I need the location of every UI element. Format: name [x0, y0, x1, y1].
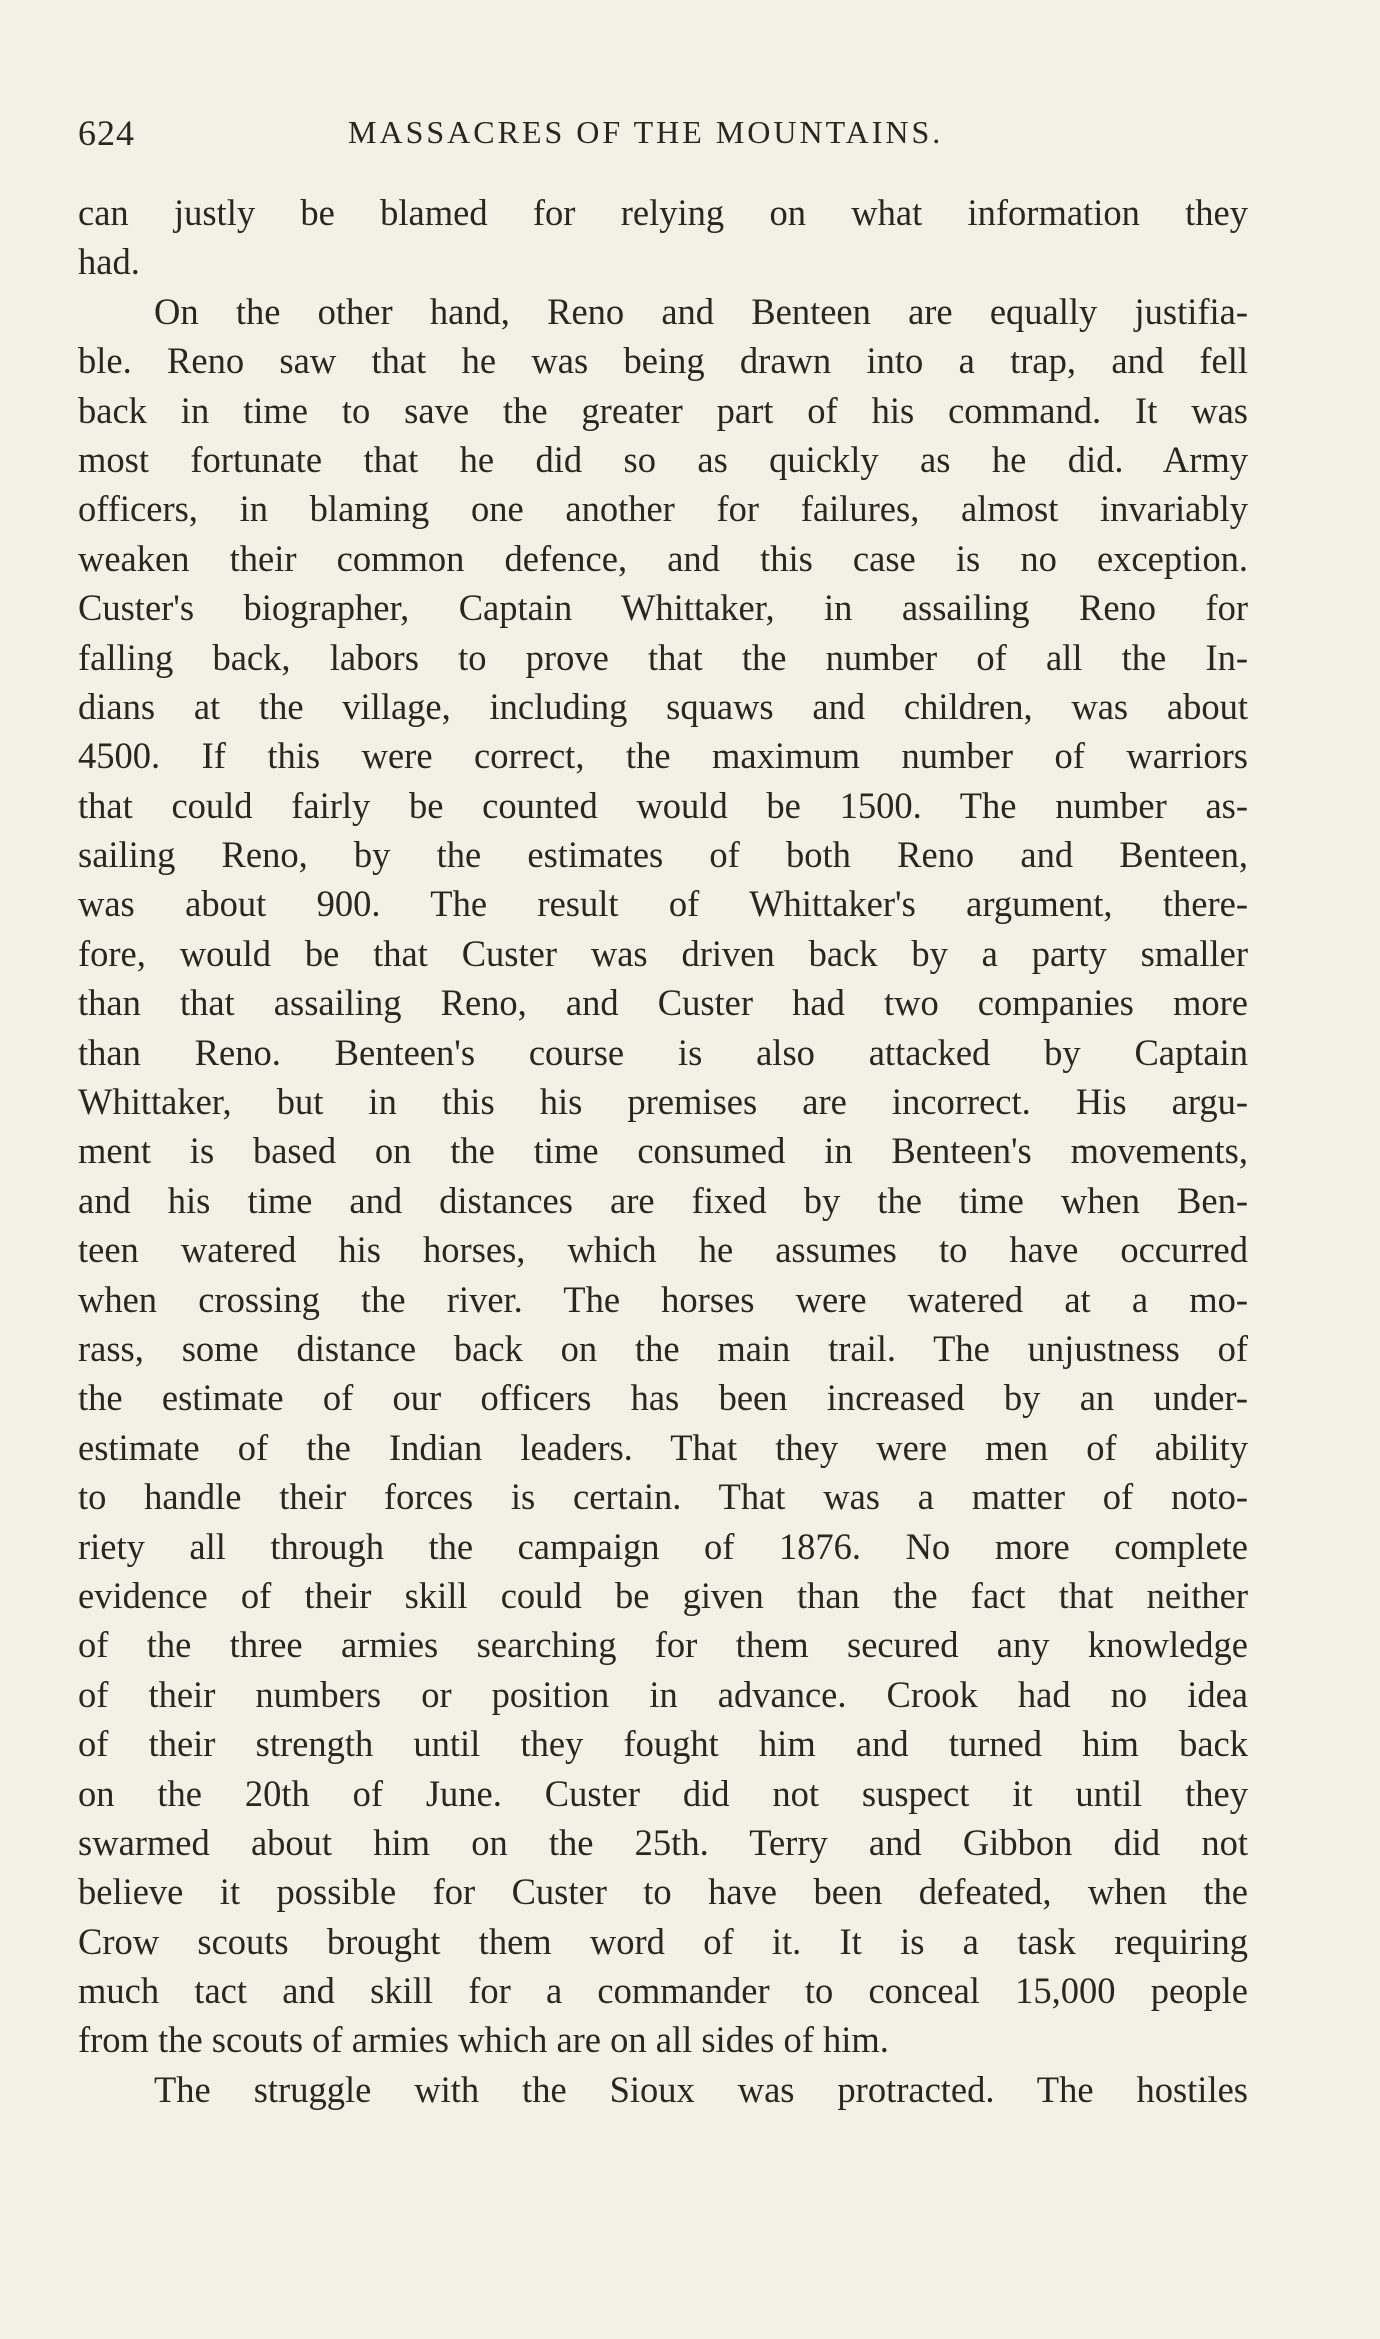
text-line: of the three armies searching for them secured any knowledge	[78, 1624, 1248, 1666]
text-line: officers, in blaming one another for failures, almost invariably	[78, 488, 1248, 530]
text-line: sailing Reno, by the estimates of both Reno and Benteen,	[78, 834, 1248, 876]
page-number: 624	[78, 113, 135, 153]
text-line: believe it possible for Custer to have been defeated, when the	[78, 1871, 1248, 1913]
text-line: 4500. If this were correct, the maximum number of warriors	[78, 735, 1248, 777]
text-line: estimate of the Indian leaders. That they were men of ability	[78, 1426, 1248, 1468]
text-line: weaken their common defence, and this case is no exception.	[78, 537, 1248, 579]
text-line: The struggle with the Sioux was protracted. The hostiles	[154, 2068, 1248, 2110]
text-line: when crossing the river. The horses were watered at a mo-	[78, 1278, 1248, 1320]
text-line: rass, some distance back on the main trail. The unjustness of	[78, 1327, 1248, 1369]
text-line: of their numbers or position in advance. Crook had no idea	[78, 1673, 1248, 1715]
text-line: back in time to save the greater part of his command. It was	[78, 389, 1248, 431]
text-line: Crow scouts brought them word of it. It is a task requiring	[78, 1920, 1248, 1962]
text-line: Whittaker, but in this his premises are incorrect. His argu-	[78, 1081, 1248, 1123]
text-line: and his time and distances are fixed by the time when Ben-	[78, 1179, 1248, 1221]
text-line: Custer's biographer, Captain Whittaker, in assailing Reno for	[78, 587, 1248, 629]
text-line: can justly be blamed for relying on what information they	[78, 192, 1248, 233]
text-line: On the other hand, Reno and Benteen are equally justifia-	[154, 290, 1248, 332]
text-line: ment is based on the time consumed in Benteen's movements,	[78, 1130, 1248, 1172]
page-header	[78, 112, 1238, 160]
text-line: dians at the village, including squaws and children, was about	[78, 685, 1248, 727]
text-line: ble. Reno saw that he was being drawn into a trap, and fell	[78, 340, 1248, 382]
body-text	[78, 188, 1248, 2114]
text-line: than Reno. Benteen's course is also attacked by Captain	[78, 1031, 1248, 1073]
text-line: from the scouts of armies which are on all sides of him.	[78, 2019, 889, 2061]
text-line: than that assailing Reno, and Custer had two companies more	[78, 982, 1248, 1024]
text-line: had.	[78, 241, 140, 283]
text-line: that could fairly be counted would be 1500. The number as-	[78, 784, 1248, 826]
text-line: to handle their forces is certain. That was a matter of noto-	[78, 1476, 1248, 1518]
text-line: much tact and skill for a commander to conceal 15,000 people	[78, 1970, 1248, 2012]
text-line: swarmed about him on the 25th. Terry and Gibbon did not	[78, 1821, 1248, 1863]
text-line: falling back, labors to prove that the number of all the In-	[78, 636, 1248, 678]
text-line: fore, would be that Custer was driven back by a party smaller	[78, 932, 1248, 974]
text-line: the estimate of our officers has been increased by an under-	[78, 1377, 1248, 1419]
text-line: of their strength until they fought him and turned him back	[78, 1723, 1248, 1765]
text-line: was about 900. The result of Whittaker's argument, there-	[78, 883, 1248, 925]
running-title: MASSACRES OF THE MOUNTAINS.	[348, 114, 944, 150]
text-line: teen watered his horses, which he assumes to have occurred	[78, 1229, 1248, 1271]
text-line: on the 20th of June. Custer did not suspect it until they	[78, 1772, 1248, 1814]
text-line: evidence of their skill could be given than the fact that neither	[78, 1574, 1248, 1616]
text-line: most fortunate that he did so as quickly as he did. Army	[78, 438, 1248, 480]
text-line: riety all through the campaign of 1876. No more complete	[78, 1525, 1248, 1567]
